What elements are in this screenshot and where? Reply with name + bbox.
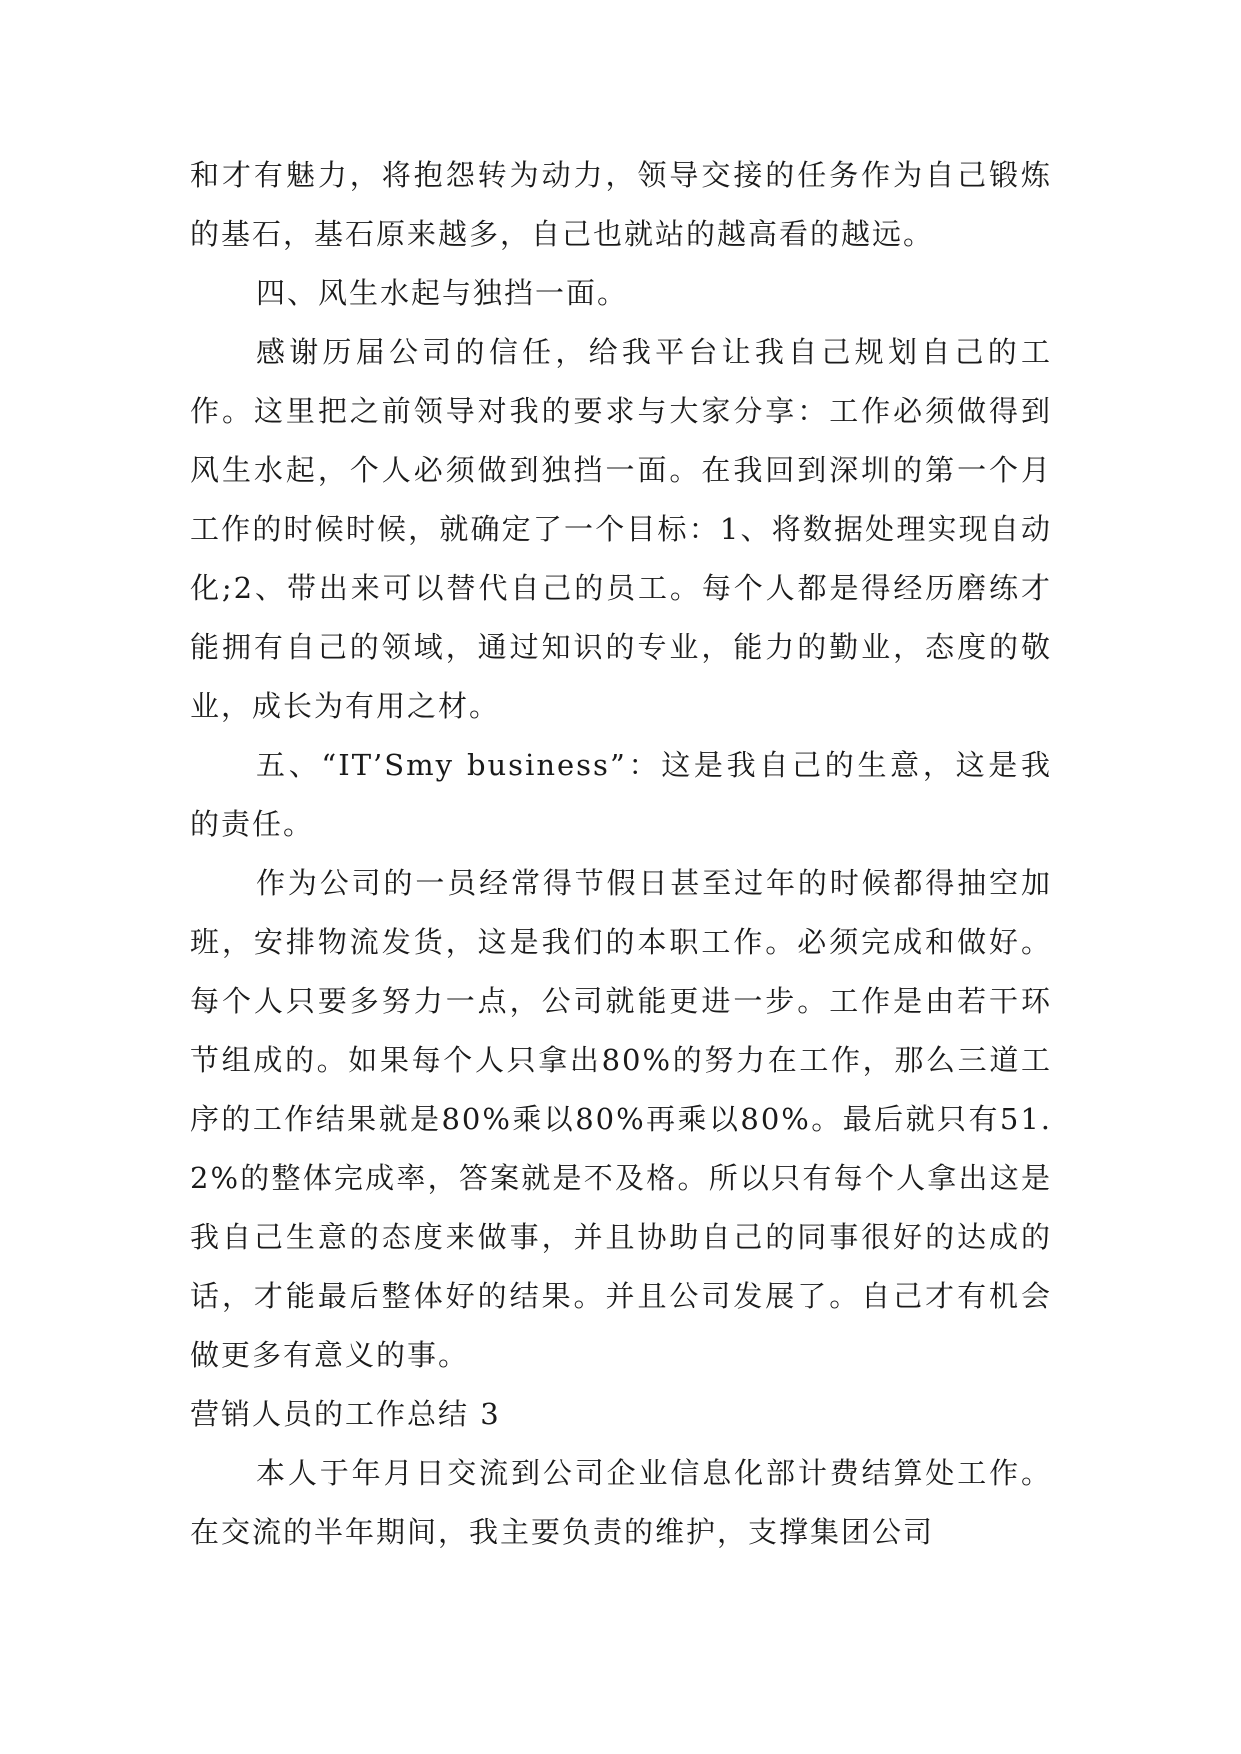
section-five-heading: 五、“IT’Smy business”：这是我自己的生意，这是我的责任。 [190,748,1052,841]
closing-paragraph: 本人于年月日交流到公司企业信息化部计费结算处工作。在交流的半年期间，我主要负责的维护，支撑集团公司 [190,1456,1052,1549]
paragraph-3: 感谢历届公司的信任，给我平台让我自己规划自己的工作。这里把之前领导对我的要求与大家分享：工作必须做得到风生水起，个人必须做到独挡一面。在我回到深圳的第一个月工作的时候时候，就确定了一个目标：1、将数据处理实现自动化;2、带出来可以替代自己的员工。每个人都是得经历磨练才能拥有自己的领域，通过知识的专业，能力的勤业，态度的敬业，成长为有用之材。 [190,335,1052,723]
document-page [190,146,1052,1562]
section-four-heading: 四、风生水起与独挡一面。 [256,276,629,310]
paragraph-1: 和才有魅力，将抱怨转为动力，领导交接的任务作为自己锻炼的基石，基石原来越多，自己也就站的越高看的越远。 [190,158,1052,251]
section-title: 营销人员的工作总结 3 [190,1397,501,1431]
paragraph-5: 作为公司的一员经常得节假日甚至过年的时候都得抽空加班，安排物流发货，这是我们的本职工作。必须完成和做好。每个人只要多努力一点，公司就能更进一步。工作是由若干环节组成的。如果每个人只拿出80%的努力在工作，那么三道工序的工作结果就是80%乘以80%再乘以80%。最后就只有51.2%的整体完成率，答案就是不及格。所以只有每个人拿出这是我自己生意的态度来做事，并且协助自己的同事很好的达成的话，才能最后整体好的结果。并且公司发展了。自己才有机会做更多有意义的事。 [190,866,1052,1372]
